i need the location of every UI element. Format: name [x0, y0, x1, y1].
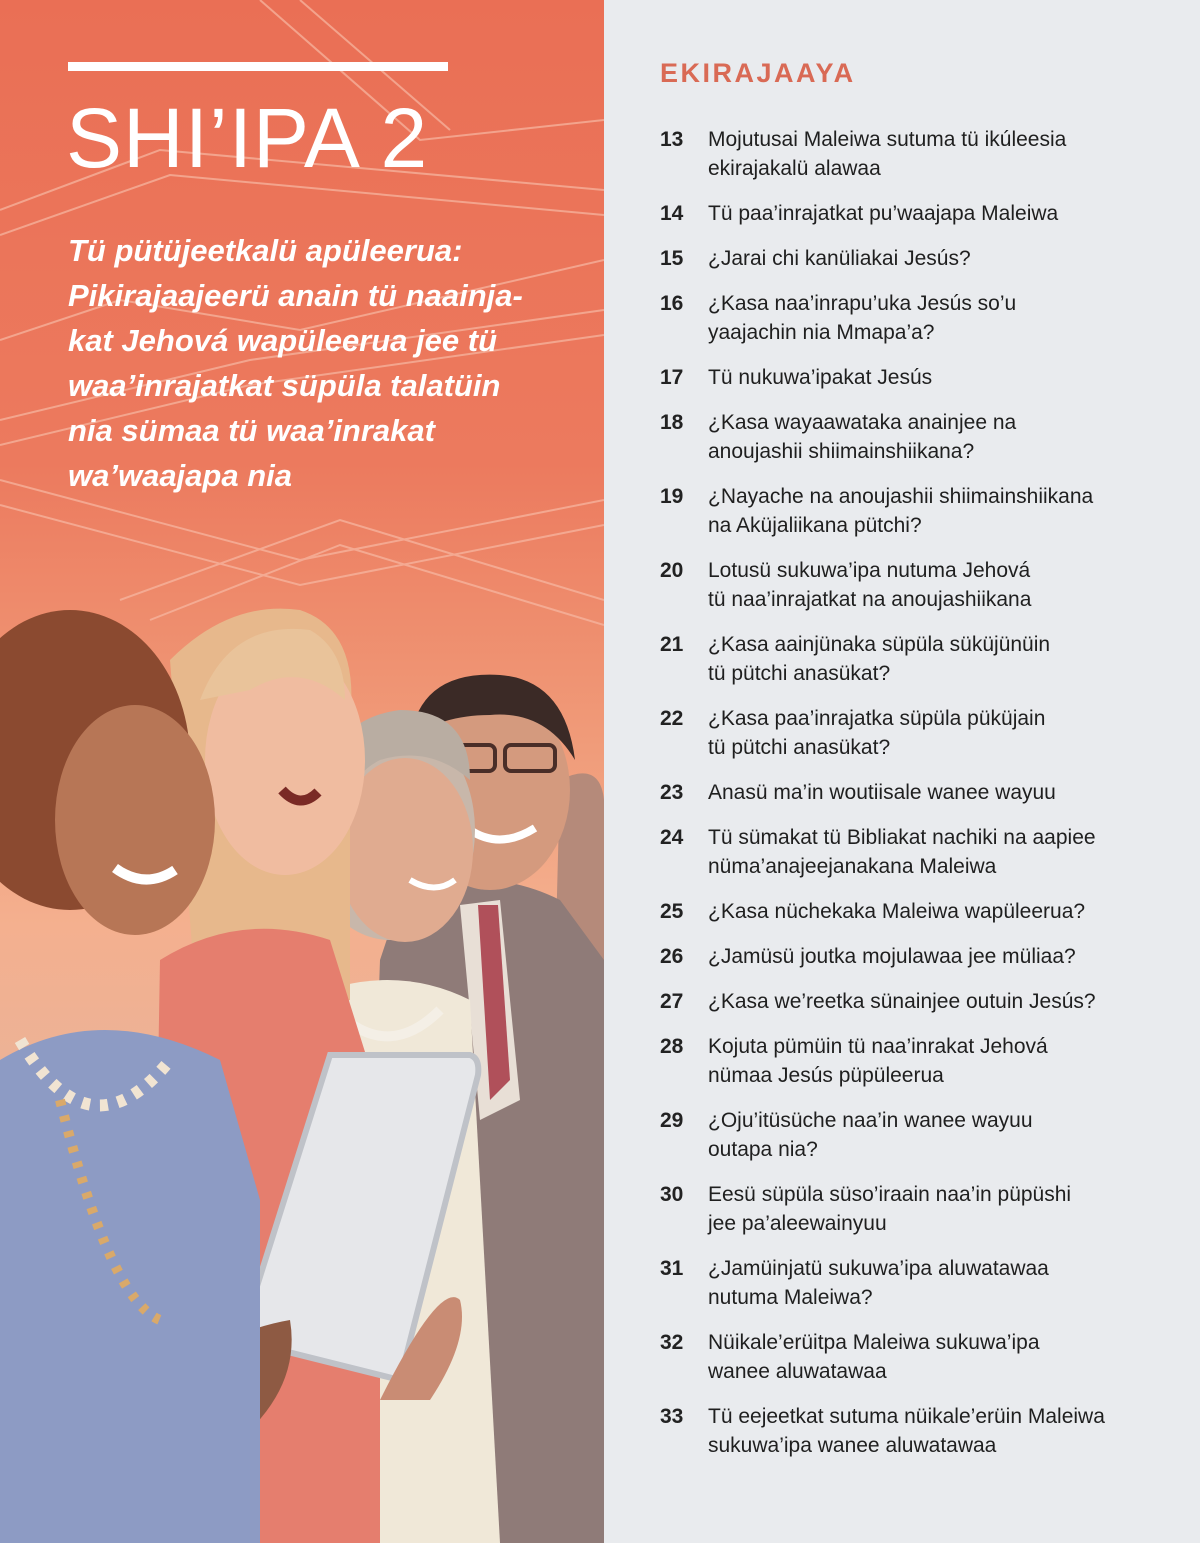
- lesson-title: ¿Nayache na anoujashii shiimainshiikana na Aküjaliikana pütchi?: [708, 485, 1094, 537]
- lesson-title: Tü sümakat tü Bibliakat nachiki na aapiee nüma’anajeejanakana Maleiwa: [708, 826, 1096, 878]
- lesson-title: ¿Oju’itüsüche naa’in wanee wayuu outapa nia?: [708, 1109, 1033, 1161]
- contents-item-23[interactable]: [660, 778, 1190, 807]
- lesson-number: 20: [660, 559, 684, 582]
- lesson-title: ¿Kasa wayaawataka anainjee na anoujashii shiimainshiikana?: [708, 411, 1017, 463]
- lesson-number: 29: [660, 1109, 684, 1132]
- lesson-number: 14: [660, 202, 684, 225]
- lesson-number: 21: [660, 633, 684, 656]
- part-title: SHI’IPA 2: [66, 91, 429, 185]
- lesson-number: 16: [660, 292, 684, 315]
- contents-item-22[interactable]: [660, 704, 1190, 762]
- lesson-number: 27: [660, 990, 684, 1013]
- contents-panel: [604, 0, 1200, 1543]
- lesson-number: 24: [660, 826, 684, 849]
- lesson-title: Tü nukuwa’ipakat Jesús: [708, 366, 933, 389]
- contents-item-29[interactable]: [660, 1106, 1190, 1164]
- lesson-number: 28: [660, 1035, 684, 1058]
- contents-item-13[interactable]: [660, 125, 1190, 183]
- contents-item-21[interactable]: [660, 630, 1190, 688]
- lesson-title: ¿Jamüinjatü sukuwa’ipa aluwatawaa nutuma Maleiwa?: [708, 1257, 1049, 1309]
- contents-heading: EKIRAJAAYA: [660, 58, 856, 88]
- lesson-number: 32: [660, 1331, 684, 1354]
- lesson-title: Lotusü sukuwa’ipa nutuma Jehová tü naa’inrajatkat na anoujashiikana: [708, 559, 1032, 611]
- contents-item-24[interactable]: [660, 823, 1190, 881]
- title-rule: [68, 62, 448, 71]
- contents-item-28[interactable]: [660, 1032, 1190, 1090]
- lesson-number: 19: [660, 485, 684, 508]
- lesson-title: Tü paa’inrajatkat pu’waajapa Maleiwa: [708, 202, 1059, 225]
- lesson-number: 31: [660, 1257, 684, 1280]
- contents-list: [660, 125, 1190, 1476]
- lesson-title: ¿Jamüsü joutka mojulawaa jee müliaa?: [708, 945, 1076, 968]
- lesson-title: Anasü ma’in woutiisale wanee wayuu: [708, 781, 1056, 804]
- contents-item-32[interactable]: [660, 1328, 1190, 1386]
- lesson-number: 15: [660, 247, 684, 270]
- lesson-number: 17: [660, 366, 684, 389]
- lesson-number: 33: [660, 1405, 684, 1428]
- lesson-number: 22: [660, 707, 684, 730]
- lesson-number: 30: [660, 1183, 684, 1206]
- contents-item-20[interactable]: [660, 556, 1190, 614]
- lesson-number: 13: [660, 128, 684, 151]
- lesson-number: 26: [660, 945, 684, 968]
- contents-item-15[interactable]: [660, 244, 1190, 273]
- lesson-title: Eesü süpüla süso’iraain naa’in püpüshi jee pa’aleewainyuu: [708, 1183, 1072, 1235]
- contents-item-19[interactable]: [660, 482, 1190, 540]
- lesson-title: Tü eejeetkat sutuma nüikale’erüin Maleiwa sukuwa’ipa wanee aluwatawaa: [708, 1405, 1105, 1457]
- lesson-title: Kojuta pümüin tü naa’inrakat Jehová nümaa Jesús püpüleerua: [708, 1035, 1048, 1087]
- lesson-title: ¿Jarai chi kanüliakai Jesús?: [708, 247, 971, 270]
- lesson-title: ¿Kasa nüchekaka Maleiwa wapüleerua?: [708, 900, 1086, 923]
- contents-item-30[interactable]: [660, 1180, 1190, 1238]
- contents-item-31[interactable]: [660, 1254, 1190, 1312]
- contents-item-25[interactable]: [660, 897, 1190, 926]
- contents-item-18[interactable]: [660, 408, 1190, 466]
- lesson-title: ¿Kasa naa’inrapu’uka Jesús so’u yaajachin nia Mmapa’a?: [708, 292, 1017, 344]
- lesson-number: 18: [660, 411, 684, 434]
- lesson-number: 25: [660, 900, 684, 923]
- contents-item-14[interactable]: [660, 199, 1190, 228]
- contents-item-17[interactable]: [660, 363, 1190, 392]
- contents-item-26[interactable]: [660, 942, 1190, 971]
- lesson-title: ¿Kasa we’reetka sünainjee outuin Jesús?: [708, 990, 1096, 1013]
- lesson-title: ¿Kasa aainjünaka süpüla süküjünüin tü pütchi anasükat?: [708, 633, 1051, 685]
- lesson-title: Nüikale’erüitpa Maleiwa sukuwa’ipa wanee aluwatawaa: [708, 1331, 1040, 1383]
- contents-item-16[interactable]: [660, 289, 1190, 347]
- contents-item-27[interactable]: [660, 987, 1190, 1016]
- part-subtitle: Tü pütüjeetkalü apüleerua: Pikirajaajeerü anain tü naainja- kat Jehová wapüleerua jee tü waa’inrajatkat süpüla talatüin nia sümaa tü waa’inrakat wa’waajapa nia: [68, 233, 523, 493]
- lesson-title: Mojutusai Maleiwa sutuma tü ikúleesia ekirajakalü alawaa: [708, 128, 1067, 180]
- lesson-number: 23: [660, 781, 684, 804]
- contents-item-33[interactable]: [660, 1402, 1190, 1460]
- lesson-title: ¿Kasa paa’inrajatka süpüla püküjain tü pütchi anasükat?: [708, 707, 1046, 759]
